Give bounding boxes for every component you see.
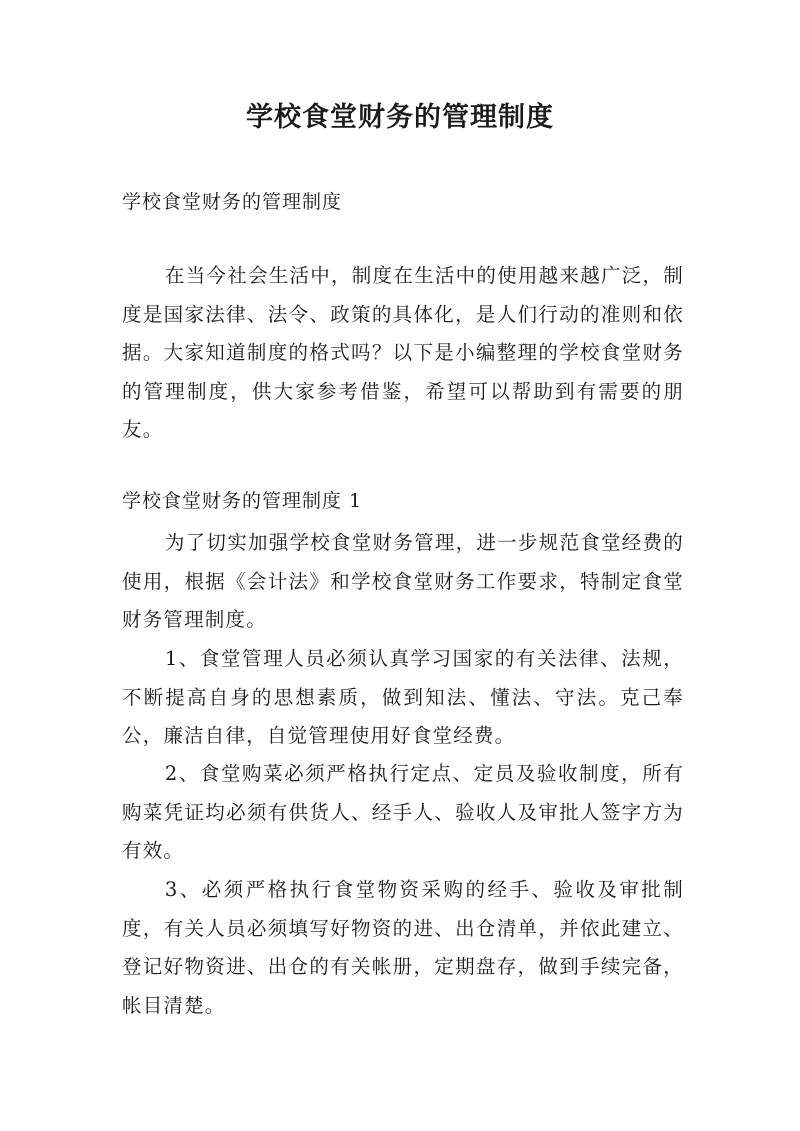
section-paragraph: 为了切实加强学校食堂财务管理，进一步规范食堂经费的使用，根据《会计法》和学校食堂财务工作要求，特制定食堂财务管理制度。 — [122, 531, 684, 631]
document-subtitle: 学校食堂财务的管理制度 — [122, 191, 343, 213]
section-heading: 学校食堂财务的管理制度 1 — [122, 490, 363, 512]
section-paragraph: 1、食堂管理人员必须认真学习国家的有关法律、法规，不断提高自身的思想素质，做到知法、懂法、守法。克己奉公，廉洁自律，自觉管理使用好食堂经费。 — [122, 647, 684, 747]
document-title: 学校食堂财务的管理制度 — [246, 102, 554, 133]
section-paragraph: 3、必须严格执行食堂物资采购的经手、验收及审批制度，有关人员必须填写好物资的进、出仓清单，并依此建立、登记好物资进、出仓的有关帐册，定期盘存，做到手续完备，帐目清楚。 — [122, 878, 684, 1017]
intro-paragraph: 在当今社会生活中，制度在生活中的使用越来越广泛，制度是国家法律、法令、政策的具体化，是人们行动的准则和依据。大家知道制度的格式吗？以下是小编整理的学校食堂财务的管理制度，供大家参考借鉴，希望可以帮助到有需要的朋友。 — [122, 264, 684, 441]
section-paragraph: 2、食堂购菜必须严格执行定点、定员及验收制度，所有购菜凭证均必须有供货人、经手人、验收人及审批人签字方为有效。 — [122, 762, 684, 862]
